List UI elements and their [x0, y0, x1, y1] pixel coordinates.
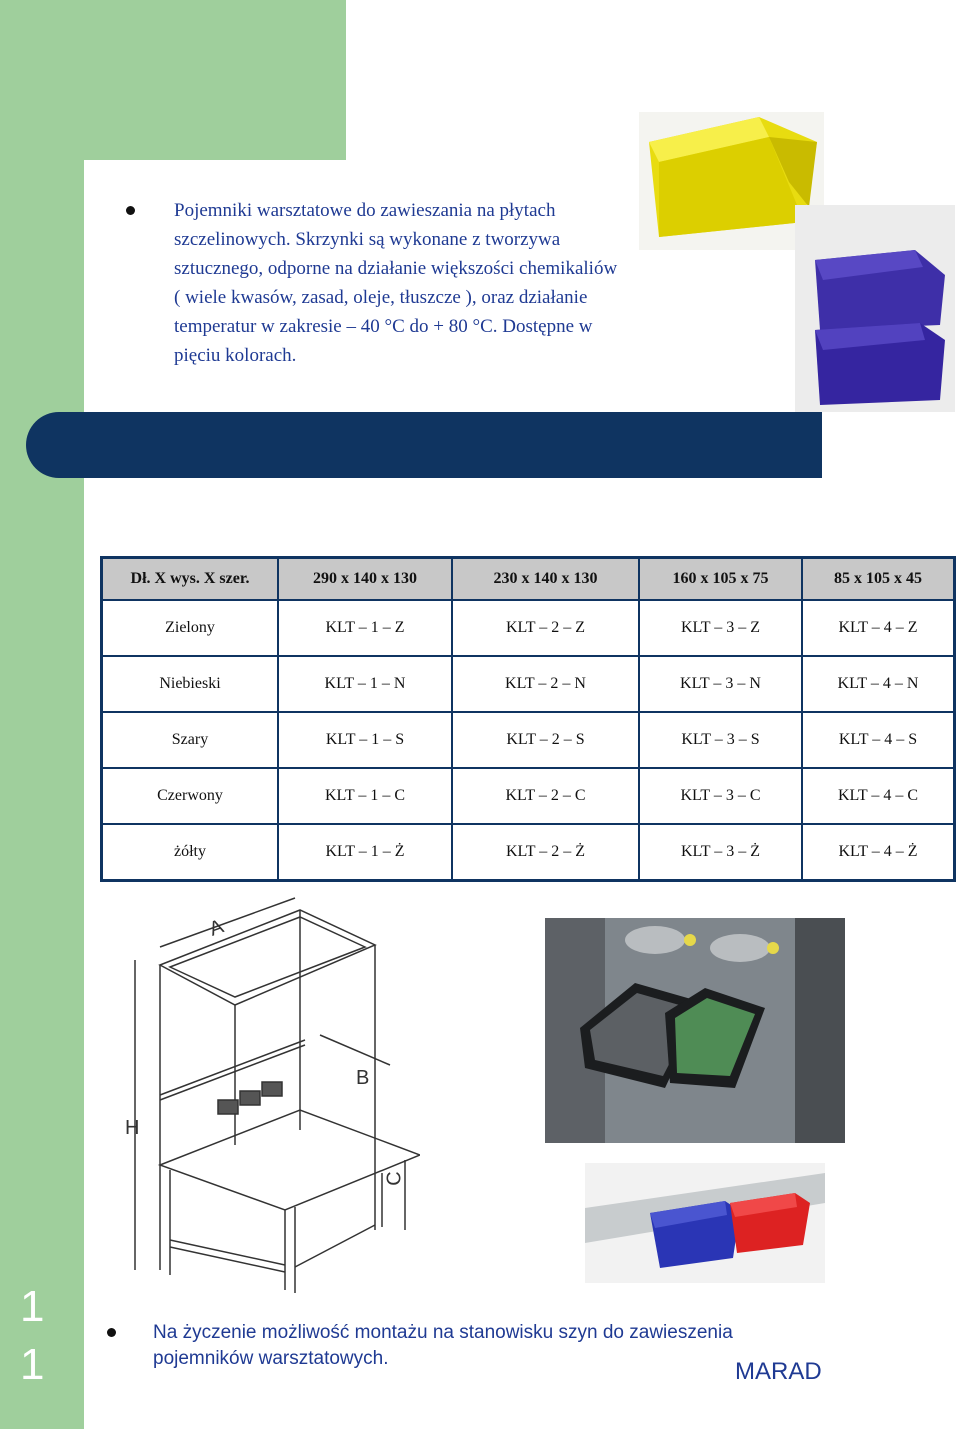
code-cell: KLT – 2 – Ż — [452, 824, 639, 881]
footer-paragraph: Na życzenie możliwość montażu na stanowisku szyn do zawieszenia pojemników warsztatowych. — [153, 1322, 733, 1369]
page-number-bottom: 1 — [20, 1340, 45, 1389]
table-row — [102, 656, 955, 712]
code-cell: KLT – 3 – Z — [639, 600, 802, 656]
header-size-3: 160 x 105 x 75 — [639, 558, 802, 601]
code-cell: KLT – 1 – S — [278, 712, 452, 768]
table-row — [102, 712, 955, 768]
bullet-icon — [107, 1328, 116, 1337]
code-cell: KLT – 4 – N — [802, 656, 955, 712]
black-trays-photo — [545, 918, 845, 1143]
top-green-block — [84, 0, 346, 160]
blue-bins-photo — [795, 205, 955, 412]
dimension-label-a: A — [206, 915, 227, 941]
code-cell: KLT – 2 – C — [452, 768, 639, 824]
color-cell: Szary — [102, 712, 279, 768]
header-size-4: 85 x 105 x 45 — [802, 558, 955, 601]
table-row — [102, 600, 955, 656]
page-number-top: 1 — [20, 1282, 45, 1331]
code-cell: KLT – 4 – S — [802, 712, 955, 768]
color-cell: Zielony — [102, 600, 279, 656]
code-cell: KLT – 3 – S — [639, 712, 802, 768]
color-cell: Niebieski — [102, 656, 279, 712]
code-cell: KLT – 4 – Z — [802, 600, 955, 656]
code-cell: KLT – 3 – C — [639, 768, 802, 824]
header-size-1: 290 x 140 x 130 — [278, 558, 452, 601]
code-cell: KLT – 1 – Z — [278, 600, 452, 656]
code-cell: KLT – 4 – Ż — [802, 824, 955, 881]
color-cell: żółty — [102, 824, 279, 881]
side-strip — [0, 0, 84, 1429]
header-size-2: 230 x 140 x 130 — [452, 558, 639, 601]
code-cell: KLT – 2 – N — [452, 656, 639, 712]
color-cell: Czerwony — [102, 768, 279, 824]
rail-bins-photo — [585, 1163, 825, 1283]
dimension-label-h: H — [125, 1117, 140, 1139]
product-table — [100, 556, 956, 882]
brand-name: MARAD — [735, 1358, 822, 1385]
section-divider-bar — [26, 412, 822, 478]
code-cell: KLT – 2 – S — [452, 712, 639, 768]
table-header-row — [102, 558, 955, 601]
code-cell: KLT – 1 – C — [278, 768, 452, 824]
code-cell: KLT – 3 – Ż — [639, 824, 802, 881]
code-cell: KLT – 2 – Z — [452, 600, 639, 656]
dimension-label-b: B — [356, 1067, 370, 1089]
dimension-label-c: C — [383, 1171, 406, 1186]
bullet-icon — [126, 206, 135, 215]
table-row — [102, 768, 955, 824]
code-cell: KLT – 1 – N — [278, 656, 452, 712]
code-cell: KLT – 3 – N — [639, 656, 802, 712]
table-row — [102, 824, 955, 881]
code-cell: KLT – 4 – C — [802, 768, 955, 824]
header-dimensions: Dł. X wys. X szer. — [102, 558, 279, 601]
intro-paragraph: Pojemniki warsztatowe do zawieszania na płytach szczelinowych. Skrzynki są wykonane z tworzywa sztucznego, odporne na działanie większości chemikaliów ( wiele kwasów, zasad, oleje, tłuszcze ), oraz działanie temperatur w zakresie – 40 °C do + 80 °C. Dostępne w pięciu kolorach. — [174, 200, 618, 366]
workbench-drawing — [120, 895, 420, 1305]
code-cell: KLT – 1 – Ż — [278, 824, 452, 881]
